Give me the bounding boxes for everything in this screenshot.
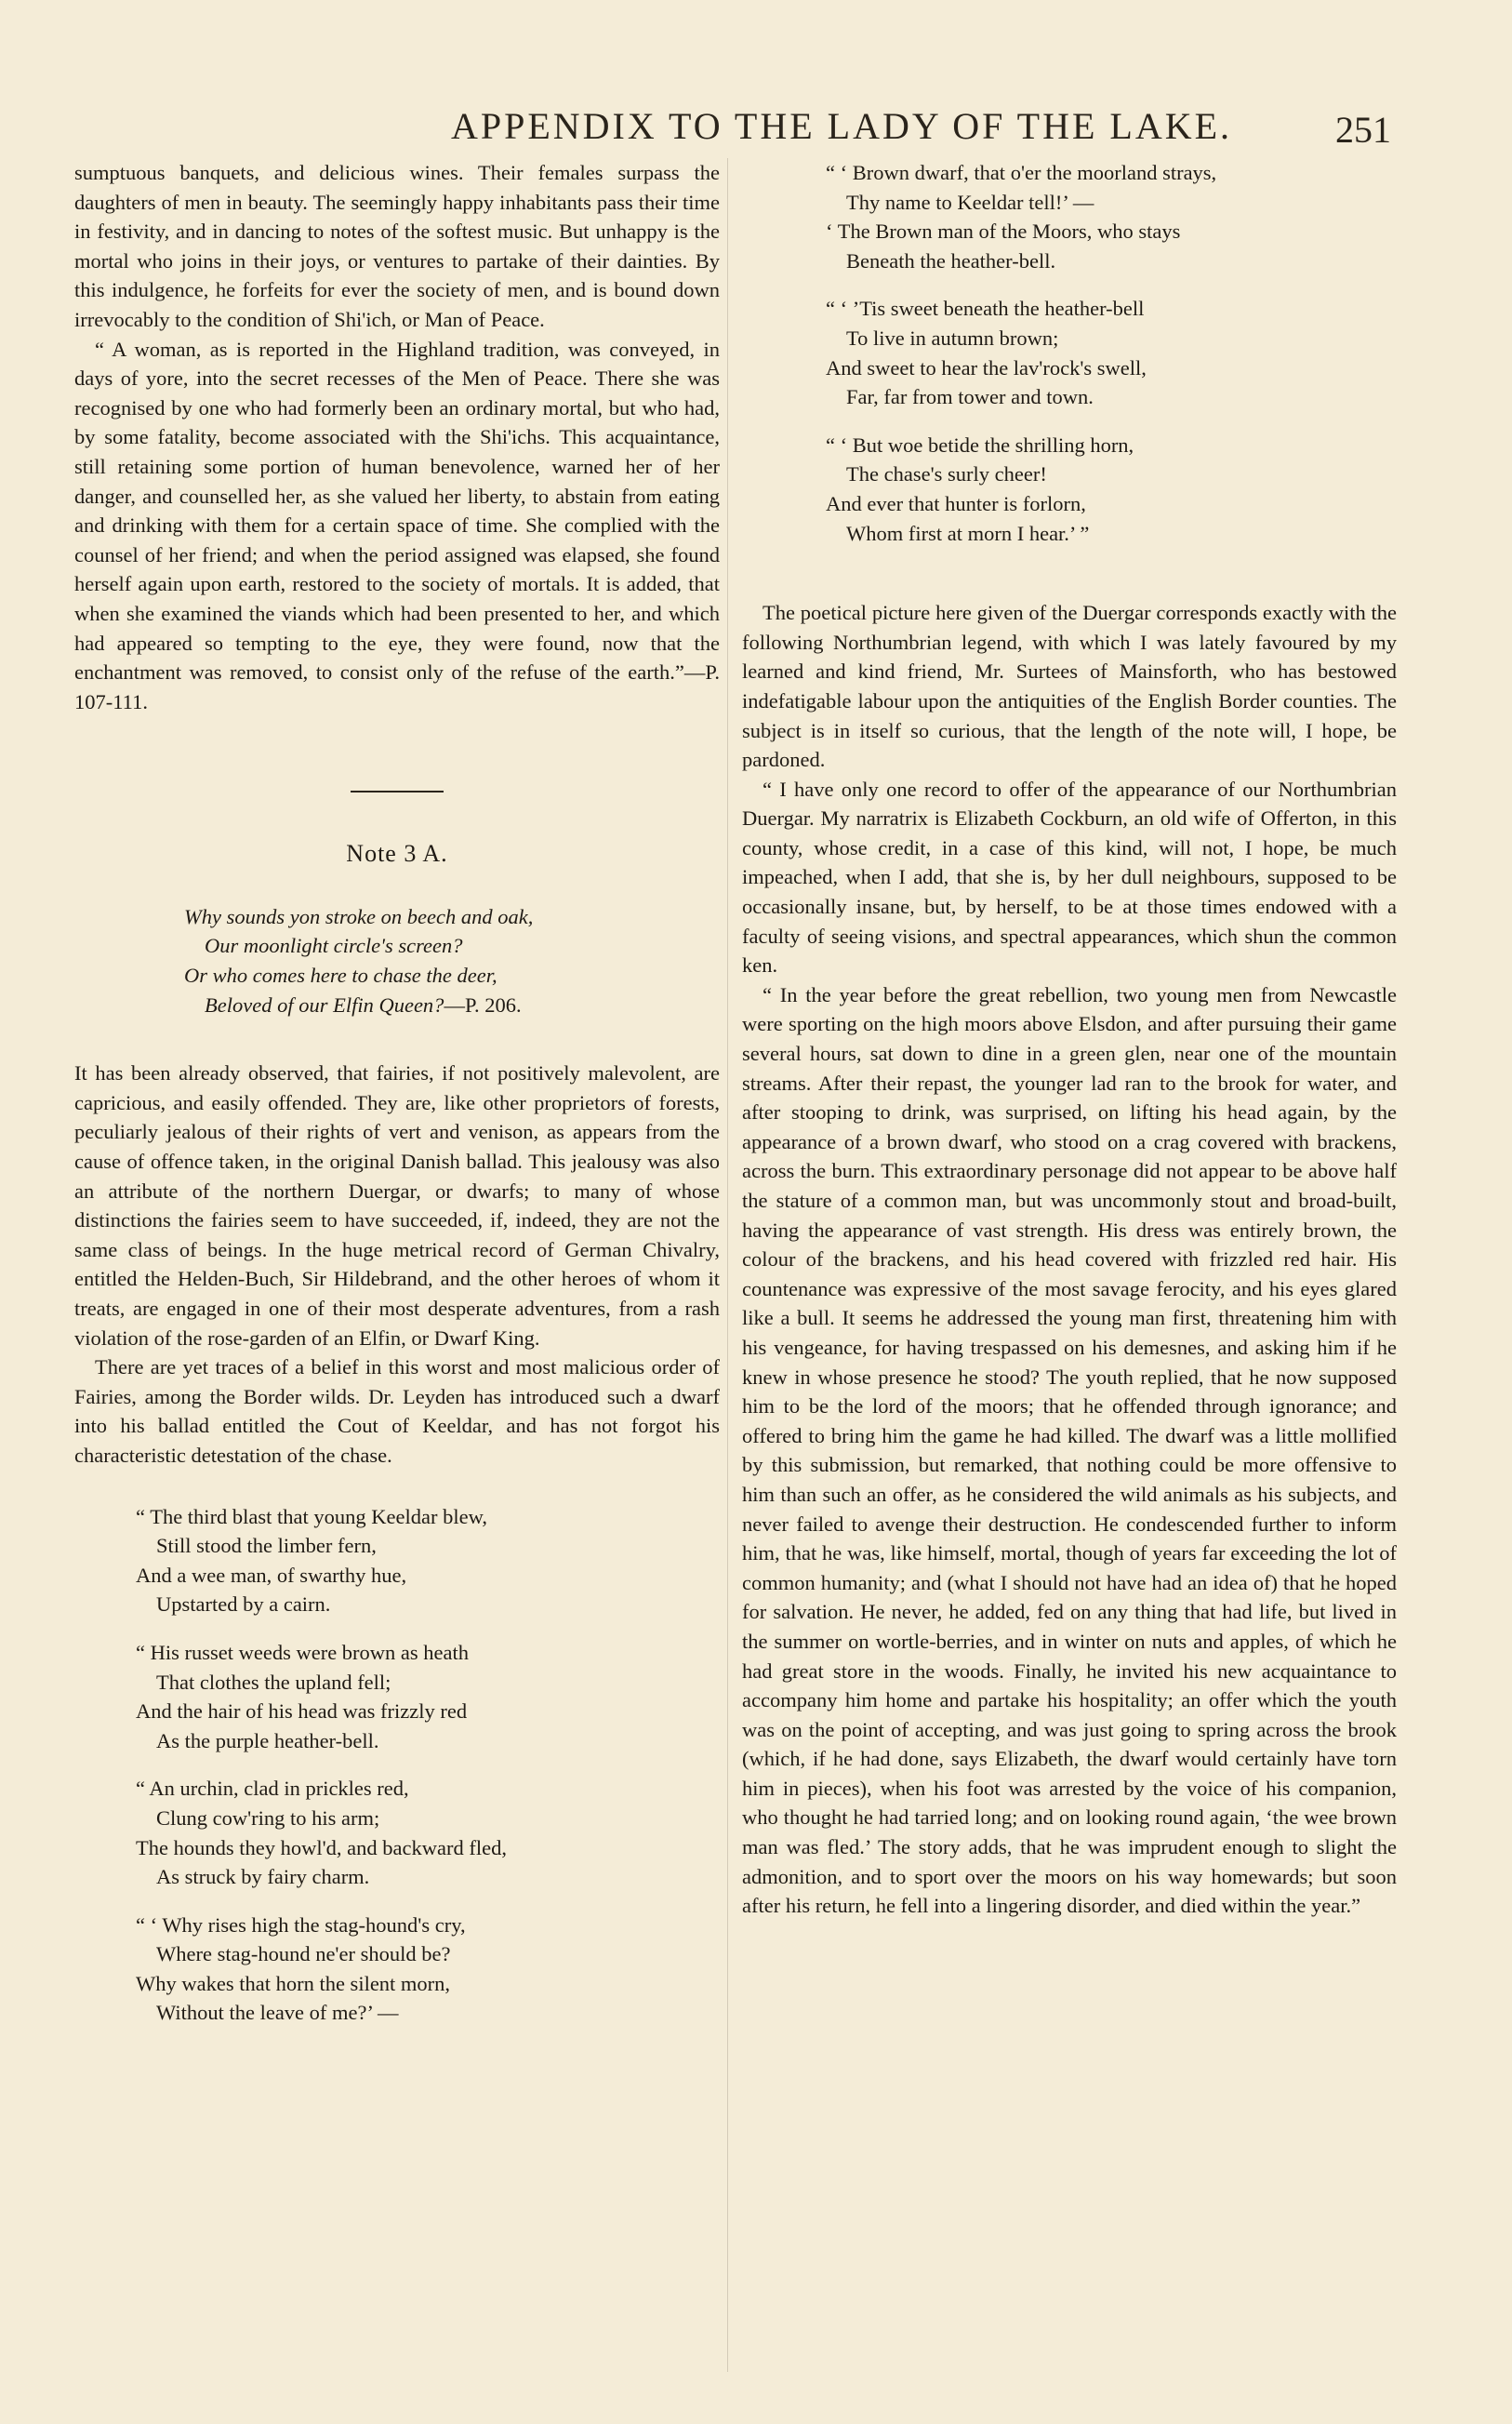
verse-line: Thy name to Keeldar tell!’ — [846,190,1094,214]
verse-line: “ The third blast that young Keeldar blew, [136,1504,488,1528]
note-title: Note 3 A. [346,840,448,868]
left-column [74,158,720,2028]
verse-line: Whom first at morn I hear.’ ” [846,521,1090,545]
verse-line: “ His russet weeds were brown as heath [136,1640,470,1664]
duergar-paragraph: The poetical picture here given of the Duergar corresponds exactly with the following Northumbrian legend, with which I was lately favoured by my learned and kind friend, Mr. Surtees of Mainsforth, who has bestowed indefatigable labour upon the antiquities of the English Border counties. The subject is in itself so curious, that the length of the note will, I hope, be pardoned. [742,601,1397,772]
ballad-stanza [742,431,1397,548]
motto-verse [74,902,720,1019]
verse-line: Upstarted by a cairn. [156,1592,331,1617]
traces-paragraph: There are yet traces of a belief in this worst and most malicious order of Fairies, among the Border wilds. Dr. Leyden has introduced such a dwarf into his ballad entitled the Cout of Keeldar, and has not forgot his characteristic detestation of the chase. [74,1355,720,1467]
verse-line: As the purple heather-bell. [156,1728,379,1752]
verse-line: “ ‘ Brown dwarf, that o'er the moorland strays, [826,161,1217,184]
verse-line: Where stag-hound ne'er should be? [156,1942,451,1966]
verse-line: Still stood the limber fern, [156,1534,377,1558]
running-header: APPENDIX TO THE LADY OF THE LAKE. [450,105,1233,147]
fairies-paragraph: It has been already observed, that fairies, if not positively malevolent, are capricious, and easily offended. They are, like other proprietors of forests, peculiarly jealous of their rights of vert and venison, as appears from the cause of offence taken, in the original Danish ballad. This jealousy was also an attribute of the northern Duergar, or dwarfs; to many of whose distinctions the fairies seem to have succeeded, if, indeed, they are not the same class of beings. In the huge metrical record of German Chivalry, entitled the Helden-Buch, Sir Hildebrand, and the other heroes of whom it treats, are engaged in one of their most desperate adventures, from a rash violation of the rose-garden of an Elfin, or Dwarf King. [74,1061,720,1350]
verse-line: And a wee man, of swarthy hue, [136,1563,407,1587]
ballad-stanza [742,294,1397,411]
ballad-stanza [742,158,1397,275]
section-divider [351,791,444,792]
verse-line: The hounds they howl'd, and backward fled, [136,1835,507,1859]
verse-line: And sweet to hear the lav'rock's swell, [826,355,1147,380]
motto-line: Beloved of our Elfin Queen? [205,992,444,1017]
verse-line: The chase's surly cheer! [846,462,1047,486]
motto-line: Or who comes here to chase the deer, [184,964,497,988]
verse-line: As struck by fairy charm. [156,1865,370,1889]
verse-line: And ever that hunter is forlorn, [826,491,1086,515]
ballad-stanza [74,1911,720,2028]
verse-line: Far, far from tower and town. [846,385,1094,409]
verse-line: “ ‘ ’Tis sweet beneath the heather-bell [826,297,1145,321]
verse-line: That clothes the upland fell; [156,1670,391,1694]
verse-line: And the hair of his head was frizzly red [136,1699,468,1724]
ballad-stanza [74,1638,720,1755]
intro-paragraph: sumptuous banquets, and delicious wines. Their females surpass the daughters of men in beauty. The seemingly happy inhabitants pass their time in festivity, and in dancing to notes of the softest music. But unhappy is the mortal who joins in their joys, or ventures to partake of their dainties. By this indulgence, he forfeits for ever the society of men, and is bound down irrevocably to the condition of Shi'ich, or Man of Peace. [74,161,720,331]
page-number: 251 [1335,109,1391,151]
right-column [742,158,1397,1921]
verse-line: Why wakes that horn the silent morn, [136,1971,451,1995]
ballad-stanza [74,1502,720,1619]
verse-line: To live in autumn brown; [846,326,1059,350]
verse-line: Beneath the heather-bell. [846,248,1056,273]
verse-line: “ ‘ Why rises high the stag-hound's cry, [136,1912,466,1937]
record-paragraph: “ I have only one record to offer of the appearance of our Northumbrian Duergar. My narratrix is Elizabeth Cockburn, an old wife of Offerton, in this county, whose credit, in a case of this kind, will not, I hope, be much impeached, when I add, that she is, by her dull neighbours, supposed to be occasionally insane, but, by herself, to be at those times endowed with a faculty of seeing visions, and spectral appearances, which shun the common ken. [742,777,1397,978]
tradition-paragraph: “ A woman, as is reported in the Highland tradition, was conveyed, in days of yore, into the secret recesses of the Men of Peace. There she was recognised by one who had formerly been an ordinary mortal, but who had, by some fatality, become associated with the Shi'ichs. This acquaintance, still retaining some portion of human benevolence, warned her of her danger, and counselled her, as she valued her liberty, to abstain from eating and drinking with them for a certain space of time. She complied with the counsel of her friend; and when the period assigned was elapsed, she found herself again upon earth, restored to the society of mortals. It is added, that when she examined the viands which had been presented to her, and which had appeared so tempting to the eye, they were found, now that the enchantment was removed, to consist only of the refuse of the earth.”—P. 107-111. [74,337,720,713]
motto-line: Our moonlight circle's screen? [205,934,463,958]
verse-line: Without the leave of me?’ — [156,2001,399,2025]
ballad-stanza [74,1774,720,1891]
verse-line: Clung cow'ring to his arm; [156,1805,380,1830]
verse-line: ‘ The Brown man of the Moors, who stays [826,220,1181,244]
column-gutter-line [727,158,728,2372]
motto-line: Why sounds yon stroke on beech and oak, [184,904,534,928]
verse-line: “ An urchin, clad in prickles red, [136,1777,409,1801]
motto-reference: —P. 206. [444,992,522,1017]
rebellion-paragraph: “ In the year before the great rebellion, two young men from Newcastle were sporting on the high moors above Elsdon, and after pursuing their game several hours, sat down to dine in a green glen, near one of the mountain streams. After their repast, the younger lad ran to the brook for water, and after stooping to drink, was surprised, on lifting his head again, by the appearance of a brown dwarf, who stood on a crag covered with brackens, across the burn. This extraordinary personage did not appear to be above half the stature of a common man, but was uncommonly stout and broad-built, having the appearance of vast strength. His dress was entirely brown, the colour of the brackens, and his head covered with frizzled red hair. His countenance was expressive of the most savage ferocity, and his eyes glared like a bull. It seems he addressed the young man first, threatening him with his vengeance, for having trespassed on his demesnes, and asking him if he knew in whose presence he stood? The youth replied, that he now supposed him to be the lord of the moors; that he offended through ignorance; and offered to bring him the game he had killed. The dwarf was a little mollified by this submission, but remarked, that nothing could be more offensive to him than such an offer, as he considered the wild animals as his subjects, and never failed to avenge their destruction. He condescended further to inform him, that he was, like himself, mortal, though of years far exceeding the lot of common humanity; and (what I should not have had an idea of) that he hoped for salvation. He never, he added, fed on any thing that had life, but lived in the summer on wortle-berries, and in winter on nuts and apples, of which he had great store in the woods. Finally, he invited his new acquaintance to accompany him home and partake his hospitality; an offer which the youth was on the point of accepting, and was just going to spring across the brook (which, if he had done, says Elizabeth, the dwarf would certainly have torn him in pieces), when his foot was arrested by the voice of his companion, who thought he had tarried long; and on looking round again, ‘the wee brown man was fled.’ The story adds, that he was imprudent enough to slight the admonition, and to sport over the moors on his way homewards; but soon after his return, he fell into a lingering disorder, and died within the year.” [742,982,1397,1918]
verse-line: “ ‘ But woe betide the shrilling horn, [826,433,1134,457]
